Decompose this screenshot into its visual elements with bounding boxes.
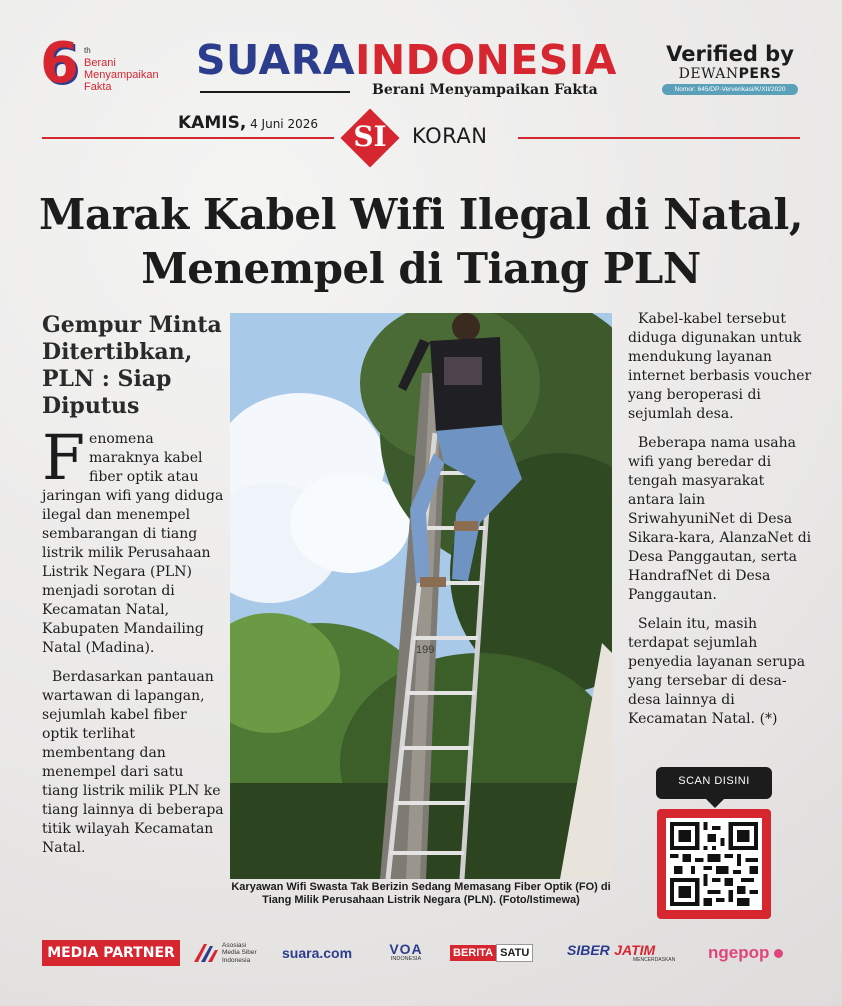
jatim-sub-text: MENCERDASKAN [633, 957, 676, 963]
scan-arrow-icon [706, 799, 724, 808]
partner-ngepop[interactable] [708, 942, 802, 964]
anniversary-number: 6 [40, 31, 79, 96]
article-column-right [628, 310, 812, 739]
brand-tagline: Berani Menyampaikan Fakta [372, 82, 598, 98]
partner-suara[interactable] [282, 942, 364, 964]
berita-text: BERITA [450, 945, 496, 961]
article-column-left [42, 312, 224, 868]
section-label: KORAN [412, 124, 488, 148]
satu-text: SATU [496, 944, 533, 962]
brand-part-suara: SUARA [196, 36, 356, 84]
amsi-line-3: Indonesia [222, 956, 251, 964]
verified-number: Nomor: 645/DP-Ververikasi/K/XII/2020 [662, 84, 798, 95]
dateline-date: 4 Juni 2026 [250, 117, 318, 131]
photo-illustration [230, 313, 612, 879]
ngepop-logo-text: ngepop [708, 943, 770, 962]
qr-code-icon [666, 818, 762, 910]
dateline-day: KAMIS, [178, 113, 247, 133]
partner-amsi[interactable] [192, 942, 274, 964]
article-subhead: Gempur Minta Ditertibkan, PLN : Siap Diputus [42, 312, 222, 419]
article-paragraph-5: Selain itu, masih terdapat sejumlah penyedia layanan serupa yang tersebar di desa-desa lainnya di Kecamatan Natal. (*) [628, 616, 806, 727]
media-partner-bar [42, 940, 802, 966]
partner-siberjatim[interactable] [567, 942, 697, 964]
svg-text:199: 199 [416, 644, 435, 656]
article-paragraph-1 [42, 421, 224, 658]
verified-org [660, 66, 800, 82]
si-logo-text: SI [353, 120, 387, 153]
verified-org-bold: PERS [738, 66, 782, 82]
verified-title: Verified by [666, 42, 794, 66]
article-paragraph-4: Beberapa nama usaha wifi yang beredar di tengah masyarakat antara lain SriwahyuniNet di Desa Sikara-kara, AlanzaNet di Desa Panggautan, serta HandrafNet di Desa Panggautan. [628, 435, 812, 603]
anniversary-logo [40, 31, 190, 100]
qr-code[interactable] [657, 809, 771, 919]
voa-sub-text: INDONESIA [390, 956, 422, 962]
amsi-icon [192, 942, 220, 964]
amsi-line-1: Asosiasi [222, 942, 247, 949]
anniversary-tagline: Berani Menyampaikan Fakta [84, 57, 159, 93]
brand-title [196, 38, 646, 82]
anniversary-suffix: th [84, 46, 91, 55]
suara-logo-text: suara.com [282, 945, 353, 961]
photo-caption: Karyawan Wifi Swasta Tak Berizin Sedang Memasang Fiber Optik (FO) di Tiang Milik Perusahaan Listrik Negara (PLN). (Foto/Istimewa) [231, 881, 611, 906]
siber-text: SIBER [567, 942, 610, 958]
media-partner-label: MEDIA PARTNER [42, 940, 180, 966]
jatim-text: JATIM [614, 942, 656, 958]
article-photo[interactable] [230, 313, 612, 879]
dateline [178, 113, 318, 133]
voa-logo-text: VOA [389, 941, 423, 957]
article-headline: Marak Kabel Wifi Ilegal di Natal, Menempel di Tiang PLN [39, 190, 803, 293]
masthead-rule-left [42, 137, 334, 139]
article-paragraph-2: Berdasarkan pantauan wartawan di lapangan, sejumlah kabel fiber optik terlihat membentang dan menempel dari satu tiang listrik milik PLN ke tiang lainnya di beberapa titik wilayah Kecamatan Natal. [42, 669, 224, 856]
article-paragraph-3: Kabel-kabel tersebut diduga digunakan untuk mendukung layanan internet berbasis voucher yang beroperasi di sejumlah desa. [628, 311, 812, 422]
verified-badge [660, 42, 800, 104]
brand-part-indonesia: INDONESIA [355, 36, 617, 84]
masthead-rule-right [518, 137, 800, 139]
scan-label: SCAN DISINI [656, 767, 772, 799]
brand-logo[interactable] [196, 38, 646, 100]
partner-voa[interactable] [382, 942, 430, 964]
verified-org-light: DEWAN [678, 66, 739, 82]
ngepop-badge-icon [774, 949, 783, 958]
partner-beritasatu[interactable] [450, 942, 550, 964]
drop-cap: F [42, 421, 86, 494]
brand-underline [200, 91, 350, 93]
paragraph-1-text: enomena maraknya kabel fiber optik atau jaringan wifi yang diduga ilegal dan menempel sembarangan di tiang listrik milik Perusahaan Listrik Negara (PLN) menjadi sorotan di Kecamatan Natal, Kabupaten Mandailing Natal (Madina). [42, 431, 224, 656]
amsi-line-2: Media Siber [222, 949, 257, 957]
